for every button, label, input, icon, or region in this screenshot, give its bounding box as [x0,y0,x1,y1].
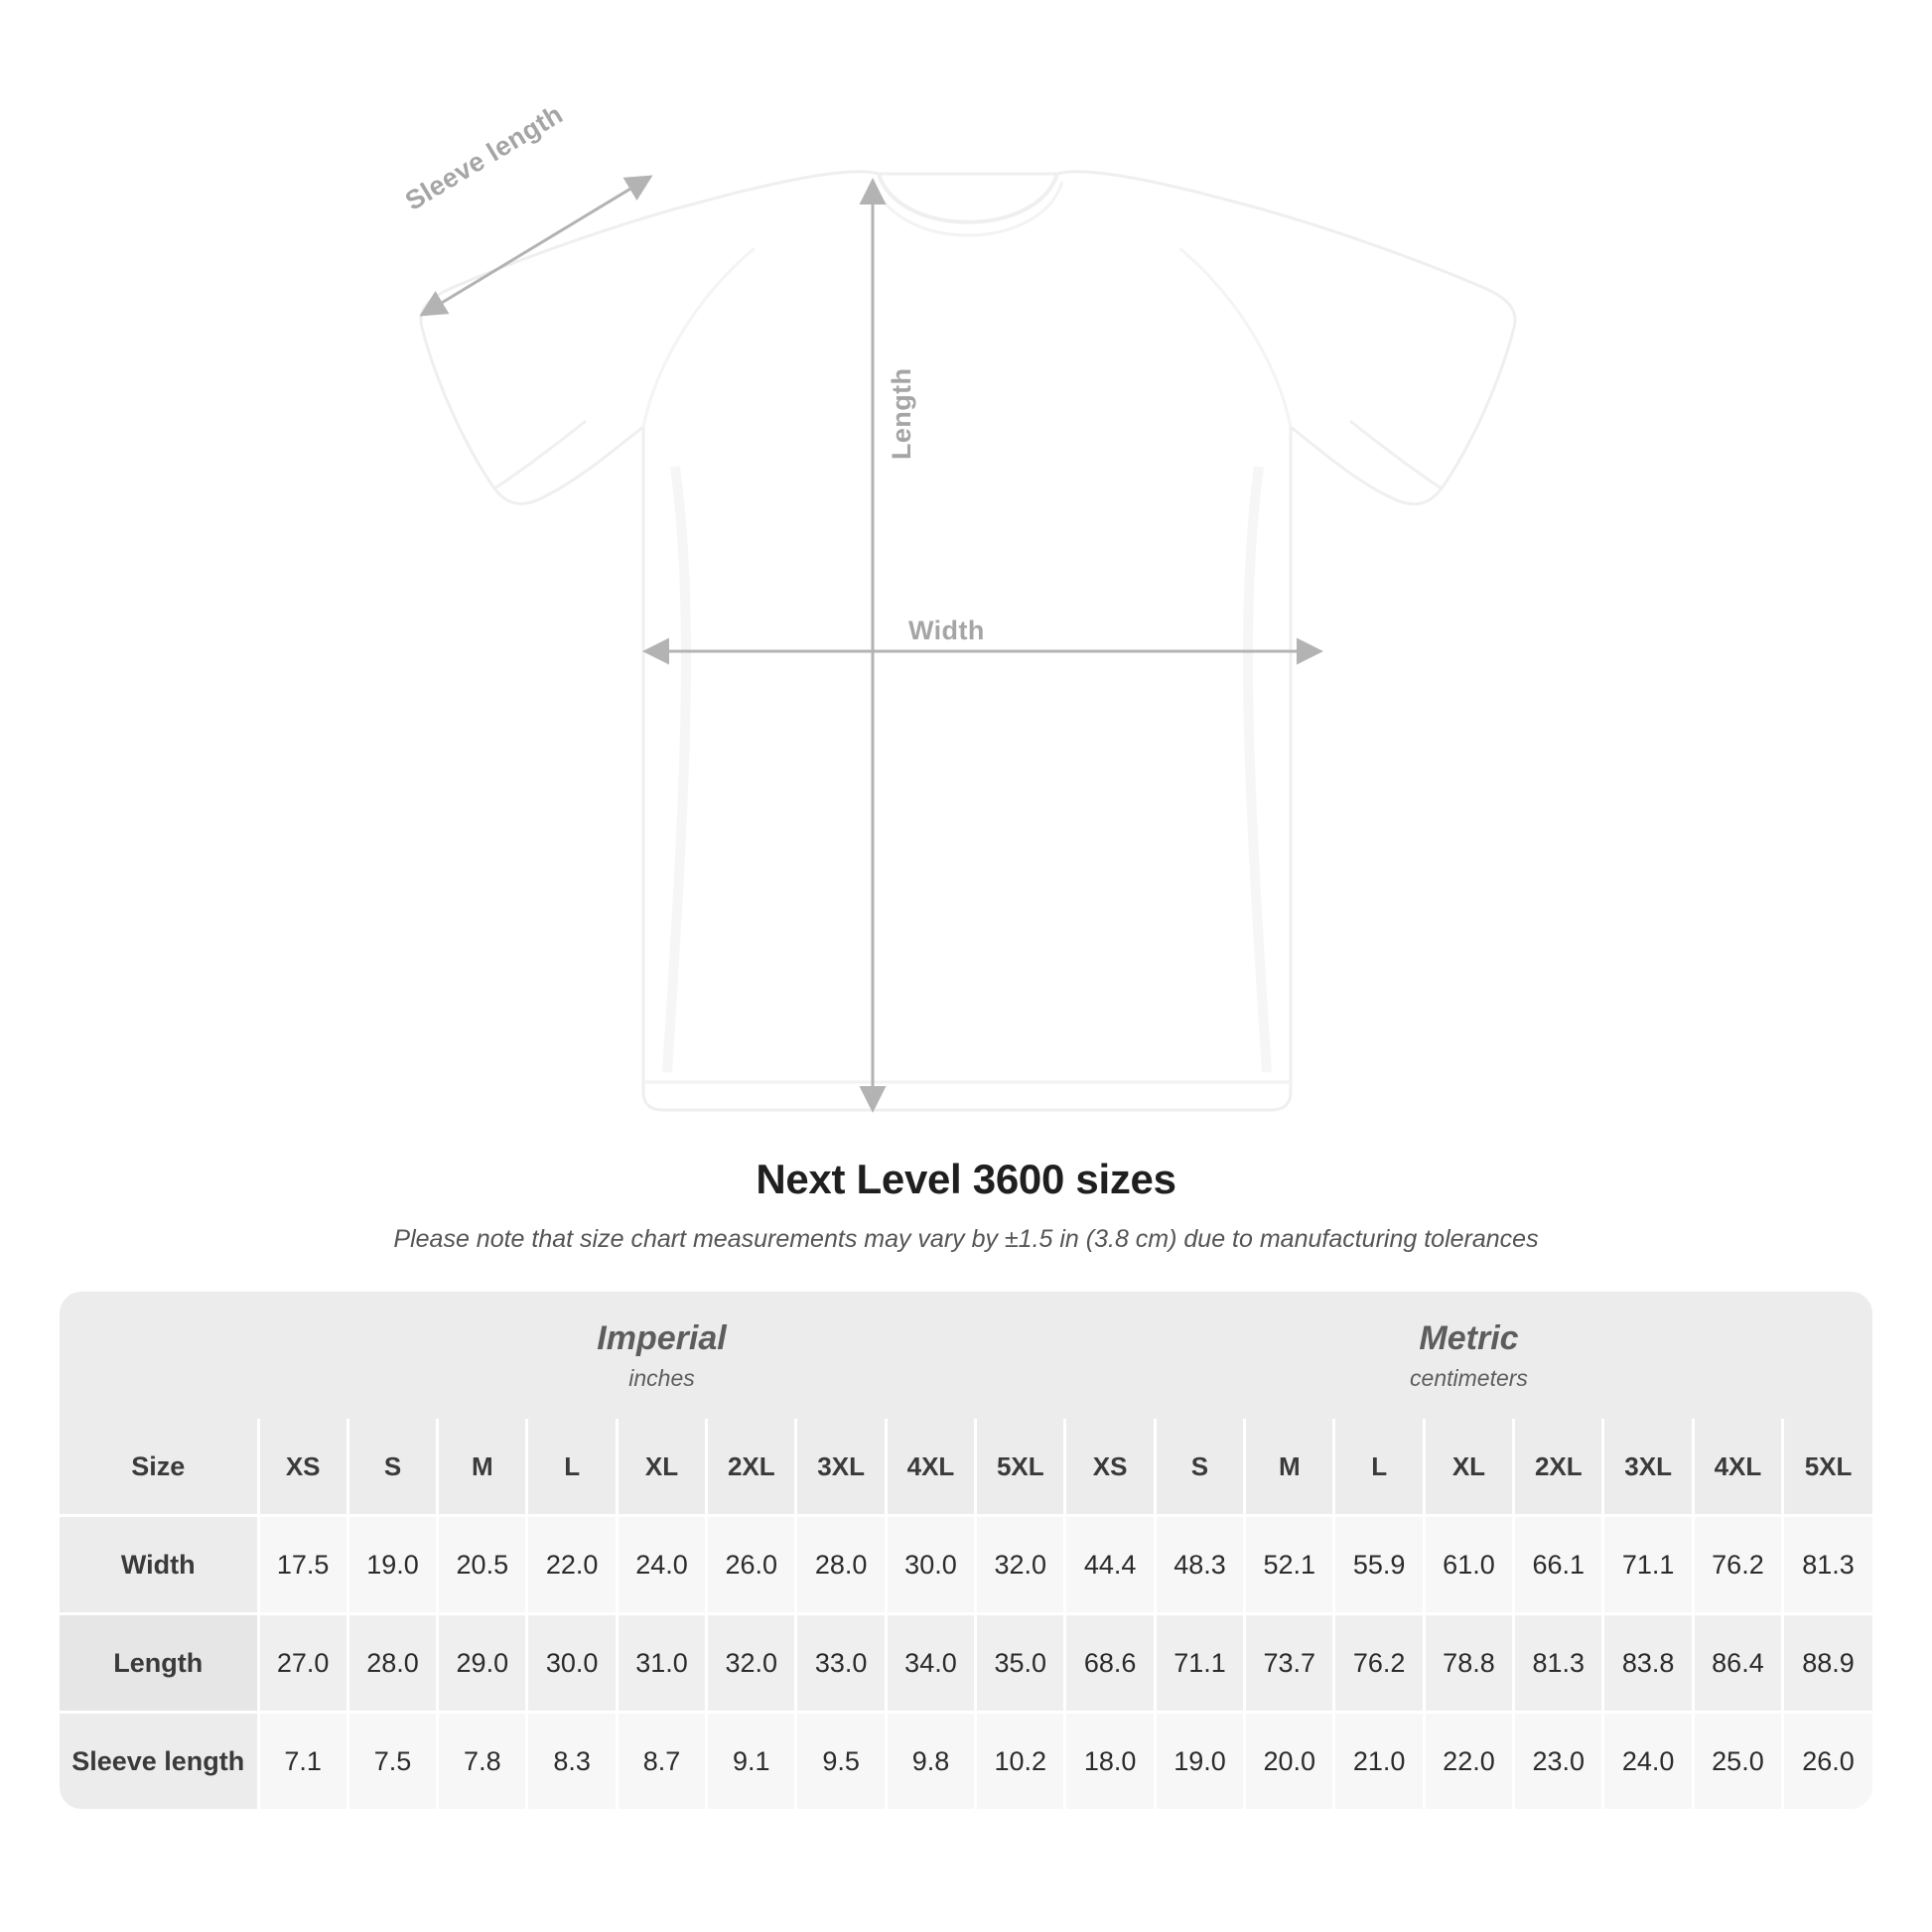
measurement-cell: 30.0 [886,1516,975,1614]
measurement-cell: 26.0 [1783,1713,1872,1810]
length-label: Length [887,367,916,460]
measurement-cell: 71.1 [1603,1516,1693,1614]
measurement-cell: 29.0 [438,1614,527,1713]
measurement-cell: 20.0 [1245,1713,1334,1810]
measurement-cell: 68.6 [1065,1614,1155,1713]
table-row [60,1614,1872,1713]
measurement-cell: 78.8 [1424,1614,1513,1713]
size-header-cell: 5XL [976,1419,1065,1516]
size-column-header: Size [60,1419,258,1516]
size-header-cell: 3XL [796,1419,886,1516]
size-header-cell: 2XL [707,1419,796,1516]
width-label: Width [908,616,985,645]
measurement-cell: 22.0 [1424,1713,1513,1810]
measurement-cell: 28.0 [347,1614,437,1713]
measurement-cell: 32.0 [976,1516,1065,1614]
measurement-cell: 66.1 [1514,1516,1603,1614]
measurement-cell: 21.0 [1334,1713,1424,1810]
unit-group-header-metric [1065,1292,1872,1419]
measurement-cell: 71.1 [1155,1614,1244,1713]
size-header-cell: 2XL [1514,1419,1603,1516]
measurement-cell: 19.0 [1155,1713,1244,1810]
size-header-cell: XL [1424,1419,1513,1516]
measurement-cell: 9.5 [796,1713,886,1810]
measurement-cell: 81.3 [1783,1516,1872,1614]
unit-group-name: Metric [1419,1319,1519,1358]
measurement-cell: 22.0 [527,1516,617,1614]
measurement-cell: 76.2 [1334,1614,1424,1713]
measurement-cell: 23.0 [1514,1713,1603,1810]
measurement-cell: 7.1 [258,1713,347,1810]
size-header-row [60,1419,1872,1516]
unit-header-row [60,1292,1872,1419]
measurement-cell: 33.0 [796,1614,886,1713]
unit-group-name: Imperial [597,1319,727,1358]
measurement-cell: 26.0 [707,1516,796,1614]
measurement-cell: 20.5 [438,1516,527,1614]
measurement-cell: 9.1 [707,1713,796,1810]
measurement-cell: 18.0 [1065,1713,1155,1810]
measurement-cell: 48.3 [1155,1516,1244,1614]
measurement-cell: 28.0 [796,1516,886,1614]
size-header-cell: XL [617,1419,706,1516]
measurement-cell: 24.0 [1603,1713,1693,1810]
measurement-cell: 73.7 [1245,1614,1334,1713]
measurement-cell: 8.7 [617,1713,706,1810]
row-label: Length [60,1614,258,1713]
size-header-cell: L [1334,1419,1424,1516]
table-row [60,1516,1872,1614]
measurement-cell: 35.0 [976,1614,1065,1713]
row-label: Width [60,1516,258,1614]
measurement-cell: 31.0 [617,1614,706,1713]
measurement-cell: 10.2 [976,1713,1065,1810]
measurement-cell: 83.8 [1603,1614,1693,1713]
size-header-cell: S [1155,1419,1244,1516]
measurement-cell: 7.5 [347,1713,437,1810]
title-block [0,1156,1932,1254]
measurement-cell: 52.1 [1245,1516,1334,1614]
table-row [60,1713,1872,1810]
size-header-cell: M [1245,1419,1334,1516]
size-table [60,1292,1872,1809]
size-table-wrapper [60,1292,1872,1809]
measurement-cell: 32.0 [707,1614,796,1713]
measurement-cell: 27.0 [258,1614,347,1713]
size-header-cell: 4XL [1693,1419,1782,1516]
row-label: Sleeve length [60,1713,258,1810]
tolerance-note: Please note that size chart measurements may vary by ±1.5 in (3.8 cm) due to manufacturing tolerances [393,1225,1539,1253]
unit-header-spacer [60,1292,258,1419]
page-title: Next Level 3600 sizes [756,1156,1176,1202]
measurement-cell: 55.9 [1334,1516,1424,1614]
measurement-cell: 9.8 [886,1713,975,1810]
measurement-cell: 86.4 [1693,1614,1782,1713]
size-header-cell: 3XL [1603,1419,1693,1516]
measurement-cell: 7.8 [438,1713,527,1810]
size-header-cell: XS [1065,1419,1155,1516]
measurement-cell: 81.3 [1514,1614,1603,1713]
unit-group-sub: inches [628,1364,695,1391]
unit-group-header-imperial [258,1292,1065,1419]
size-header-cell: 4XL [886,1419,975,1516]
measurement-cell: 17.5 [258,1516,347,1614]
size-header-cell: S [347,1419,437,1516]
size-header-cell: L [527,1419,617,1516]
measurement-cell: 61.0 [1424,1516,1513,1614]
unit-group-sub: centimeters [1410,1364,1528,1391]
measurement-cell: 8.3 [527,1713,617,1810]
measurement-cell: 25.0 [1693,1713,1782,1810]
size-header-cell: XS [258,1419,347,1516]
measurement-cell: 88.9 [1783,1614,1872,1713]
size-header-cell: 5XL [1783,1419,1872,1516]
measurement-cell: 24.0 [617,1516,706,1614]
measurement-cell: 19.0 [347,1516,437,1614]
measurement-cell: 30.0 [527,1614,617,1713]
measurement-cell: 76.2 [1693,1516,1782,1614]
sleeve-length-label: Sleeve length [400,98,569,216]
measurement-cell: 34.0 [886,1614,975,1713]
size-header-cell: M [438,1419,527,1516]
measurement-cell: 44.4 [1065,1516,1155,1614]
